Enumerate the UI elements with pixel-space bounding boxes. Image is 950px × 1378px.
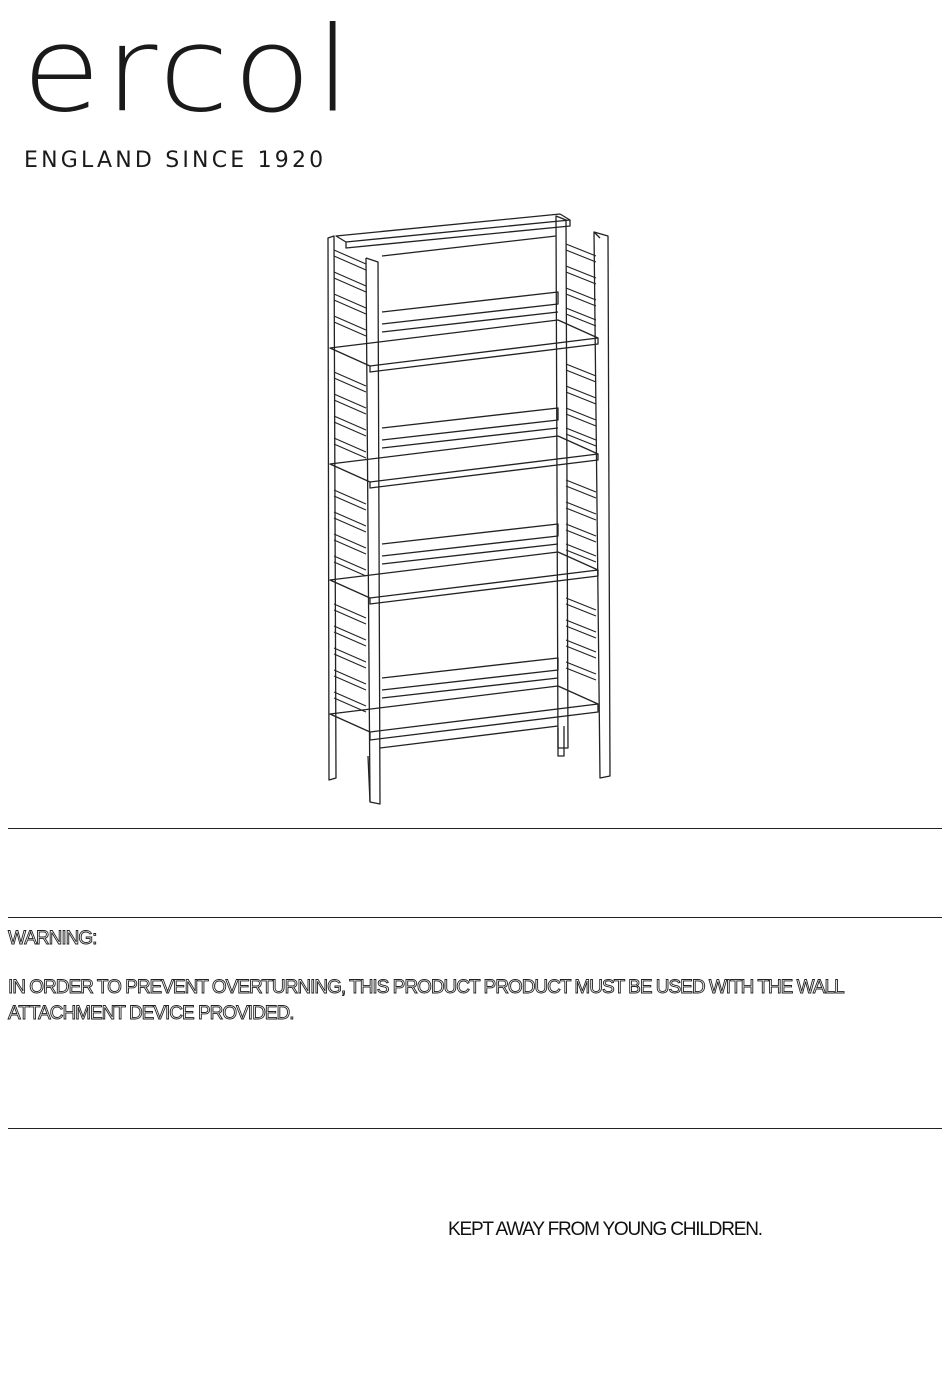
- divider-top: [8, 828, 942, 829]
- logo-wordmark: ercol: [22, 1, 355, 139]
- ercol-logo: [22, 1, 372, 180]
- warning-heading: WARNING:: [8, 928, 97, 949]
- warning-line-1: IN ORDER TO PREVENT OVERTURNING, THIS PRODUCT PRODUCT MUST BE USED WITH THE WALL: [8, 977, 844, 998]
- divider-bottom: [8, 1128, 942, 1129]
- children-notice: KEPT AWAY FROM YOUNG CHILDREN.: [448, 1219, 762, 1240]
- bookcase-illustration: [322, 208, 614, 810]
- divider-middle: [8, 917, 942, 918]
- warning-line-2: ATTACHMENT DEVICE PROVIDED.: [8, 1003, 294, 1024]
- logo-tagline: ENGLAND SINCE 1920: [24, 148, 327, 173]
